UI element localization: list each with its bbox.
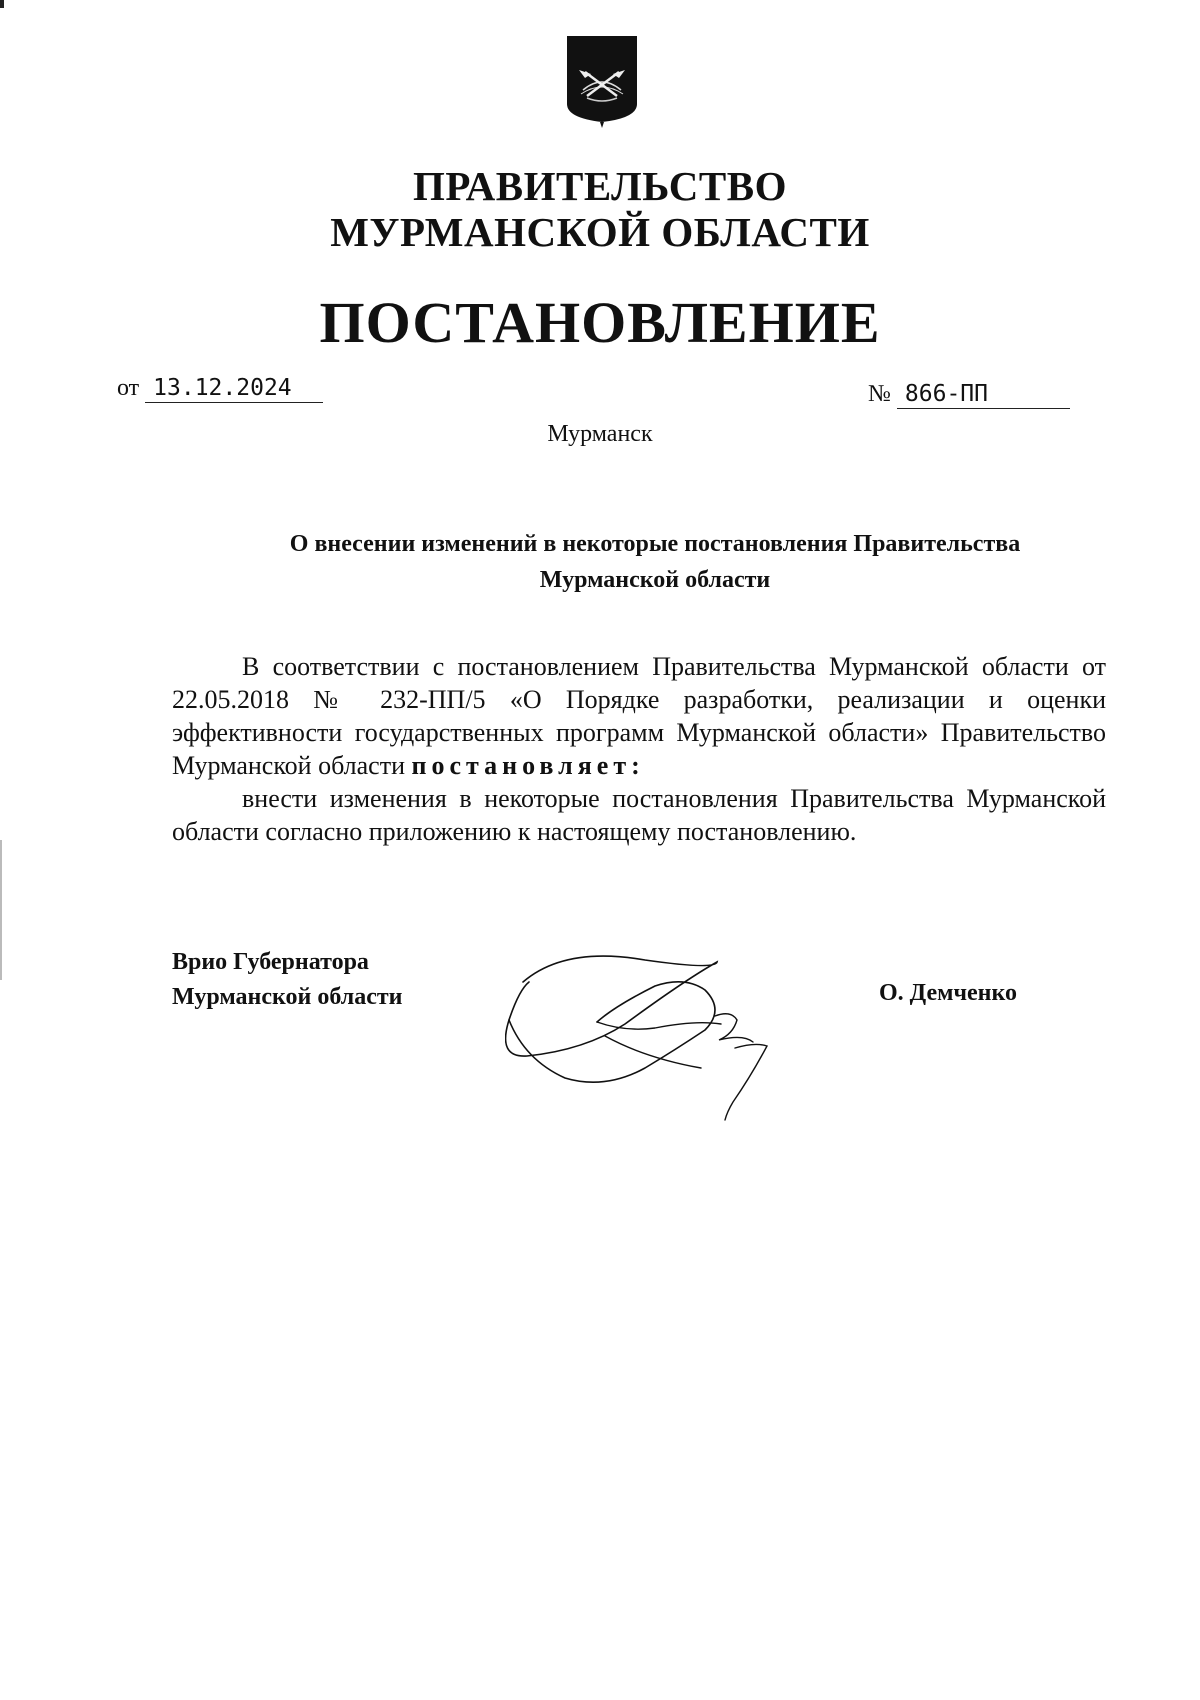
government-title-line1: ПРАВИТЕЛЬСТВО <box>412 163 788 209</box>
number-prefix: № <box>868 381 891 407</box>
body-paragraph-2: внести изменения в некоторые постановления Правительства Мурманской области согласно приложению к настоящему постановлению. <box>172 784 1106 846</box>
scan-artifact <box>0 0 4 8</box>
body-paragraph-1 <box>172 650 1106 782</box>
city-name: Мурманск <box>547 421 653 447</box>
document-date: 13.12.2024 <box>145 374 323 403</box>
body-paragraph-1-text: В соответствии с постановлением Правительства Мурманской области от 22.05.2018 № 232-ПП/5 «О Порядке разработки, реализации и оценки эффективности государственных программ Мурманской области» Правительство Мурманской области <box>172 652 1106 780</box>
signer-position-line1: Врио Губернатора <box>172 949 369 975</box>
scan-edge-artifact <box>0 840 2 980</box>
signer-position-line2: Мурманской области <box>172 984 403 1010</box>
document-date-block <box>117 374 323 403</box>
resolution-keyword: постановляет: <box>411 751 645 780</box>
document-body <box>172 650 1106 848</box>
subject-line2: Мурманской области <box>539 567 771 593</box>
signer-name: О. Демченко <box>879 980 1017 1006</box>
government-title-line2: МУРМАНСКОЙ ОБЛАСТИ <box>330 209 870 255</box>
document-number: 866-ПП <box>897 380 1070 409</box>
document-number-block <box>868 380 1070 409</box>
murmansk-coat-of-arms-icon <box>565 34 639 128</box>
subject-line1: О внесении изменений в некоторые постановления Правительства <box>289 531 1021 557</box>
document-subject <box>200 526 1110 598</box>
date-prefix: от <box>117 375 140 401</box>
document-type-title: ПОСТАНОВЛЕНИЕ <box>319 290 881 355</box>
signer-position <box>172 945 402 1015</box>
handwritten-signature <box>505 950 845 1140</box>
